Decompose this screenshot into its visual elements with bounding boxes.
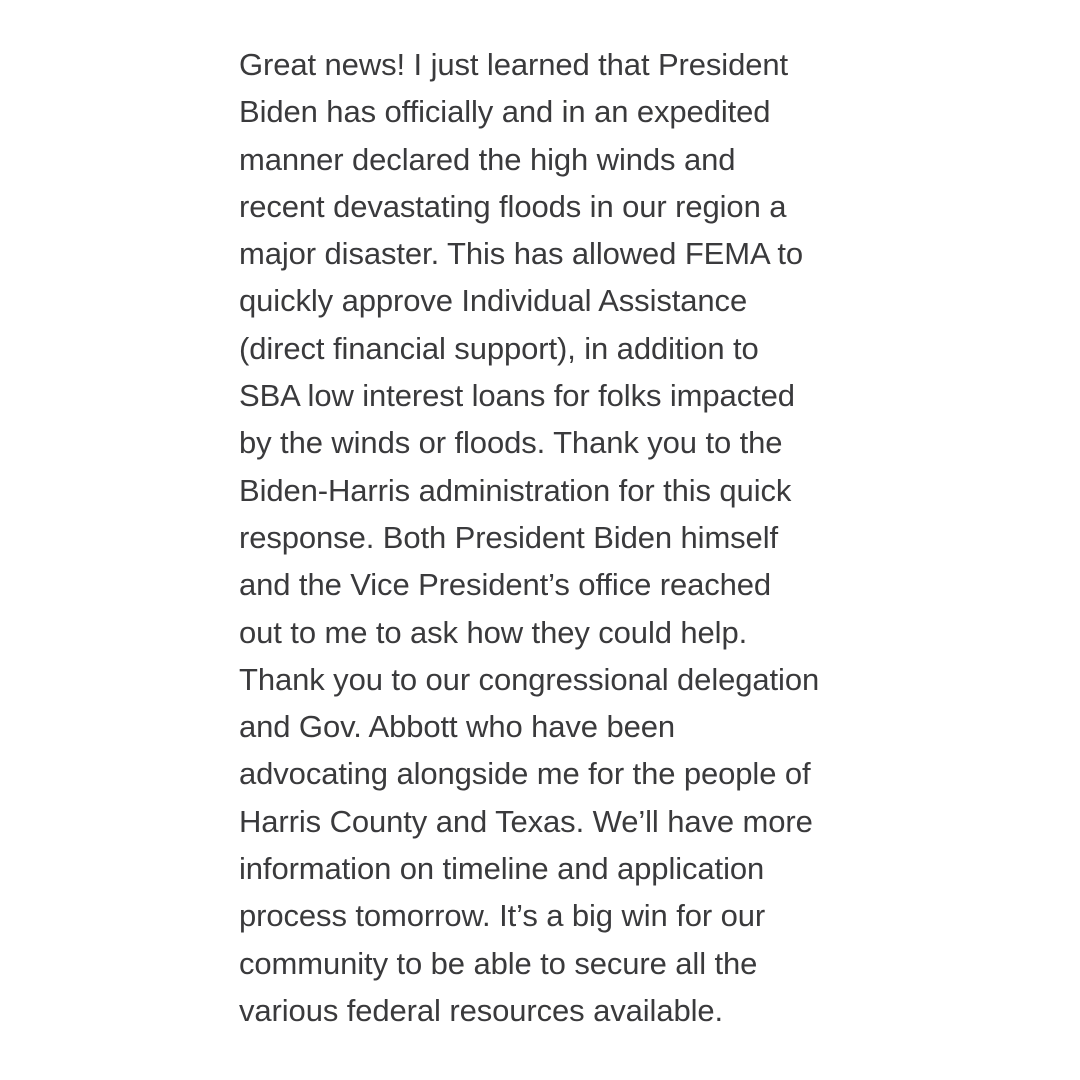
note-line: quickly approve Individual Assistance (239, 283, 748, 319)
note-line: Thank you to our congressional delegation (239, 661, 820, 697)
note-line: manner declared the high winds and (239, 141, 736, 177)
note-line: Biden has officially and in an expedited (239, 94, 771, 130)
note-line: advocating alongside me for the people of (239, 756, 811, 792)
note-line: (direct financial support), in addition to (239, 330, 759, 366)
note-line: SBA low interest loans for folks impacted (239, 378, 795, 414)
note-line: and Gov. Abbott who have been (239, 709, 676, 745)
note-line: Harris County and Texas. We’ll have more (239, 803, 813, 839)
note-line: by the winds or floods. Thank you to the (239, 425, 783, 461)
note-line: process tomorrow. It’s a big win for our (239, 898, 766, 934)
note-line: response. Both President Biden himself (239, 519, 779, 555)
note-line: information on timeline and application (239, 851, 765, 887)
note-body-text (239, 41, 899, 1034)
note-line: recent devastating floods in our region a (239, 188, 787, 224)
note-line: out to me to ask how they could help. (239, 614, 748, 650)
note-line: various federal resources available. (239, 992, 724, 1028)
note-line: Great news! I just learned that President (239, 47, 789, 82)
note-line: and the Vice President’s office reached (239, 567, 772, 603)
note-line: community to be able to secure all the (239, 945, 758, 981)
note-line: major disaster. This has allowed FEMA to (239, 236, 804, 272)
note-line: Biden-Harris administration for this quick (239, 472, 792, 508)
